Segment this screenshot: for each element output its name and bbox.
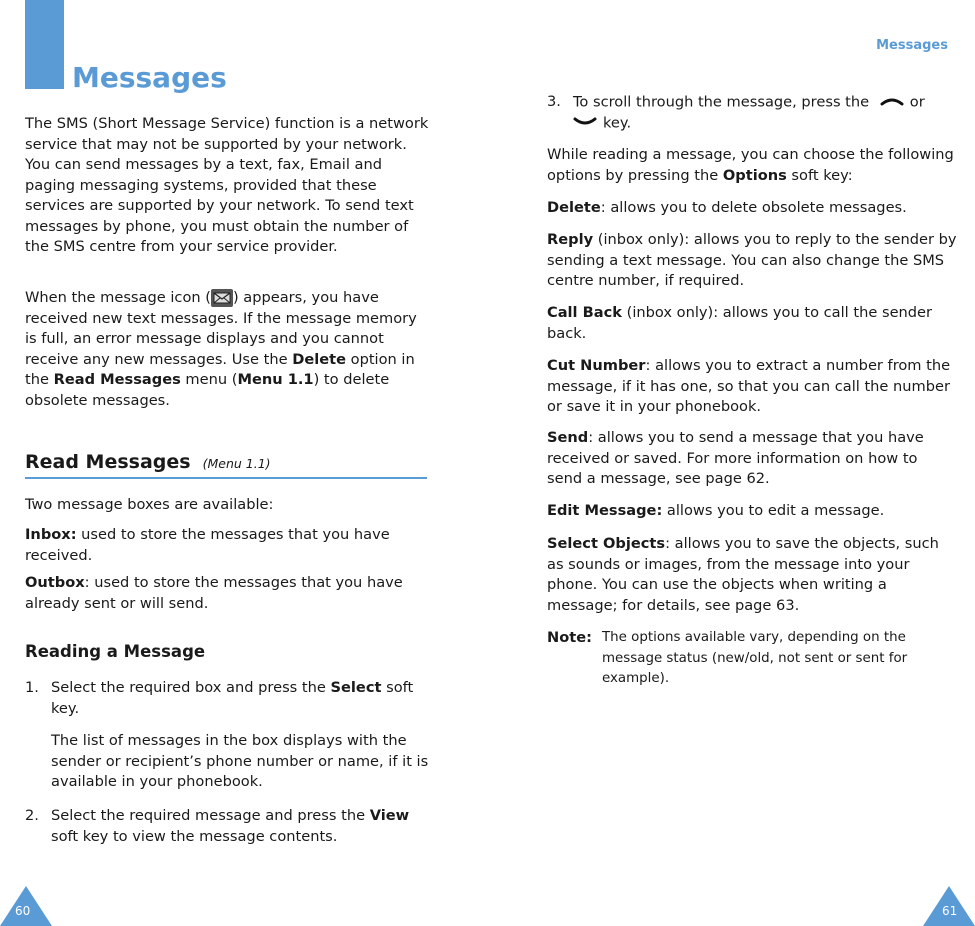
inbox-text: used to store the messages that you have received. bbox=[25, 526, 390, 564]
page-number-left: 60 bbox=[15, 904, 31, 918]
option-label: Call Back bbox=[547, 304, 622, 321]
step-3-text-a: To scroll through the message, press the bbox=[573, 93, 870, 111]
delete-term: Delete bbox=[292, 350, 346, 368]
option-label: Edit Message: bbox=[547, 502, 663, 519]
step-2-number: 2. bbox=[25, 807, 39, 824]
menu-ref: Menu 1.1 bbox=[237, 371, 314, 388]
section-heading bbox=[25, 448, 271, 478]
option-call-back bbox=[547, 303, 957, 344]
boxes-intro: Two message boxes are available: bbox=[25, 496, 274, 513]
step-2-text-a: Select the required message and press the bbox=[51, 807, 370, 824]
outbox-text: : used to store the messages that you have already sent or will send. bbox=[25, 574, 403, 612]
icon-para-text-1: When the message icon ( bbox=[25, 289, 211, 306]
options-intro-text-a: While reading a message, you can choose the following options by pressing the bbox=[547, 146, 954, 184]
outbox-item bbox=[25, 573, 430, 614]
option-text: (inbox only): allows you to call the sender back. bbox=[547, 304, 933, 342]
step-1-number: 1. bbox=[25, 679, 39, 696]
option-text: (inbox only): allows you to reply to the sender by sending a text message. You can also change the SMS centre number, if required. bbox=[547, 231, 957, 289]
icon-para-text-2: ) appears, you have received new text messages. If the message memory is full, an error message displays and you cannot receive any new messages. Use the bbox=[25, 289, 417, 368]
subsection-heading: Reading a Message bbox=[25, 642, 206, 661]
option-text: : allows you to extract a number from the message, if it has one, so that you can call the number or save it in your phonebook. bbox=[547, 357, 951, 415]
step-3-text-b: key. bbox=[603, 114, 632, 131]
step-1 bbox=[25, 678, 430, 793]
step-3-or: or bbox=[909, 93, 925, 111]
option-label: Select Objects bbox=[547, 535, 666, 552]
icon-paragraph bbox=[25, 288, 430, 411]
page-number-badge-left bbox=[0, 884, 52, 926]
step-2 bbox=[25, 806, 430, 847]
section-menu-ref: (Menu 1.1) bbox=[202, 456, 271, 471]
note-label: Note: bbox=[547, 629, 592, 646]
step-1-text-a: Select the required box and press the bbox=[51, 679, 331, 696]
option-edit-message bbox=[547, 501, 957, 522]
section-title: Read Messages bbox=[25, 451, 191, 473]
icon-para-text-5: ) to delete obsolete messages. bbox=[25, 371, 390, 409]
option-send bbox=[547, 428, 957, 490]
section-rule bbox=[25, 477, 427, 479]
page-title: Messages bbox=[72, 61, 227, 94]
option-text: : allows you to save the objects, such as sounds or images, from the message into your phone. You can use the objects when writing a message; for details, see page 63. bbox=[547, 535, 939, 614]
step-1-text-b: soft key. bbox=[51, 679, 414, 717]
step-1-detail: The list of messages in the box displays with the sender or recipient’s phone number or name, if it is available in your phonebook. bbox=[51, 732, 429, 790]
option-delete bbox=[547, 198, 957, 219]
step-2-text-b: soft key to view the message contents. bbox=[51, 827, 338, 845]
envelope-icon bbox=[211, 289, 233, 307]
option-text: : allows you to send a message that you have received or saved. For more information on how to send a message, see page 62. bbox=[547, 429, 924, 487]
option-select-objects bbox=[547, 534, 957, 616]
note-text: The options available vary, depending on the message status (new/old, not sent or sent for example). bbox=[602, 630, 908, 686]
option-reply bbox=[547, 230, 957, 292]
options-intro-text-b: soft key: bbox=[786, 166, 853, 184]
note bbox=[547, 628, 957, 690]
option-text: : allows you to delete obsolete messages. bbox=[600, 199, 907, 216]
icon-para-text-3: option in the bbox=[25, 350, 415, 388]
option-label: Delete bbox=[547, 199, 601, 216]
step-3 bbox=[547, 92, 957, 134]
intro-paragraph: The SMS (Short Message Service) function is a network service that may not be supported by your network. You can send messages by a text, fax, Email and paging messaging systems, provided that these services are supported by your network. To send text messages by phone, you must obtain the number of the SMS centre from your service provider. bbox=[25, 115, 429, 255]
view-key-term: View bbox=[369, 807, 410, 824]
title-accent-bar bbox=[25, 0, 64, 89]
inbox-item bbox=[25, 525, 430, 566]
page-number-right: 61 bbox=[942, 904, 958, 918]
option-label: Send bbox=[547, 429, 589, 446]
option-label: Reply bbox=[547, 231, 594, 248]
options-key-term: Options bbox=[722, 166, 787, 184]
icon-para-text-4: menu ( bbox=[180, 371, 238, 388]
up-key-icon bbox=[880, 92, 904, 113]
option-cut-number bbox=[547, 356, 957, 418]
option-text: allows you to edit a message. bbox=[662, 502, 885, 519]
step-3-number: 3. bbox=[547, 93, 561, 110]
read-messages-term: Read Messages bbox=[53, 371, 181, 388]
select-key-term: Select bbox=[330, 679, 382, 696]
outbox-label: Outbox bbox=[25, 574, 85, 591]
running-head: Messages bbox=[876, 38, 948, 53]
inbox-label: Inbox: bbox=[25, 526, 77, 543]
option-label: Cut Number bbox=[547, 357, 646, 374]
page-number-badge-right bbox=[923, 884, 975, 926]
options-intro bbox=[547, 145, 957, 186]
down-key-icon bbox=[573, 113, 597, 134]
